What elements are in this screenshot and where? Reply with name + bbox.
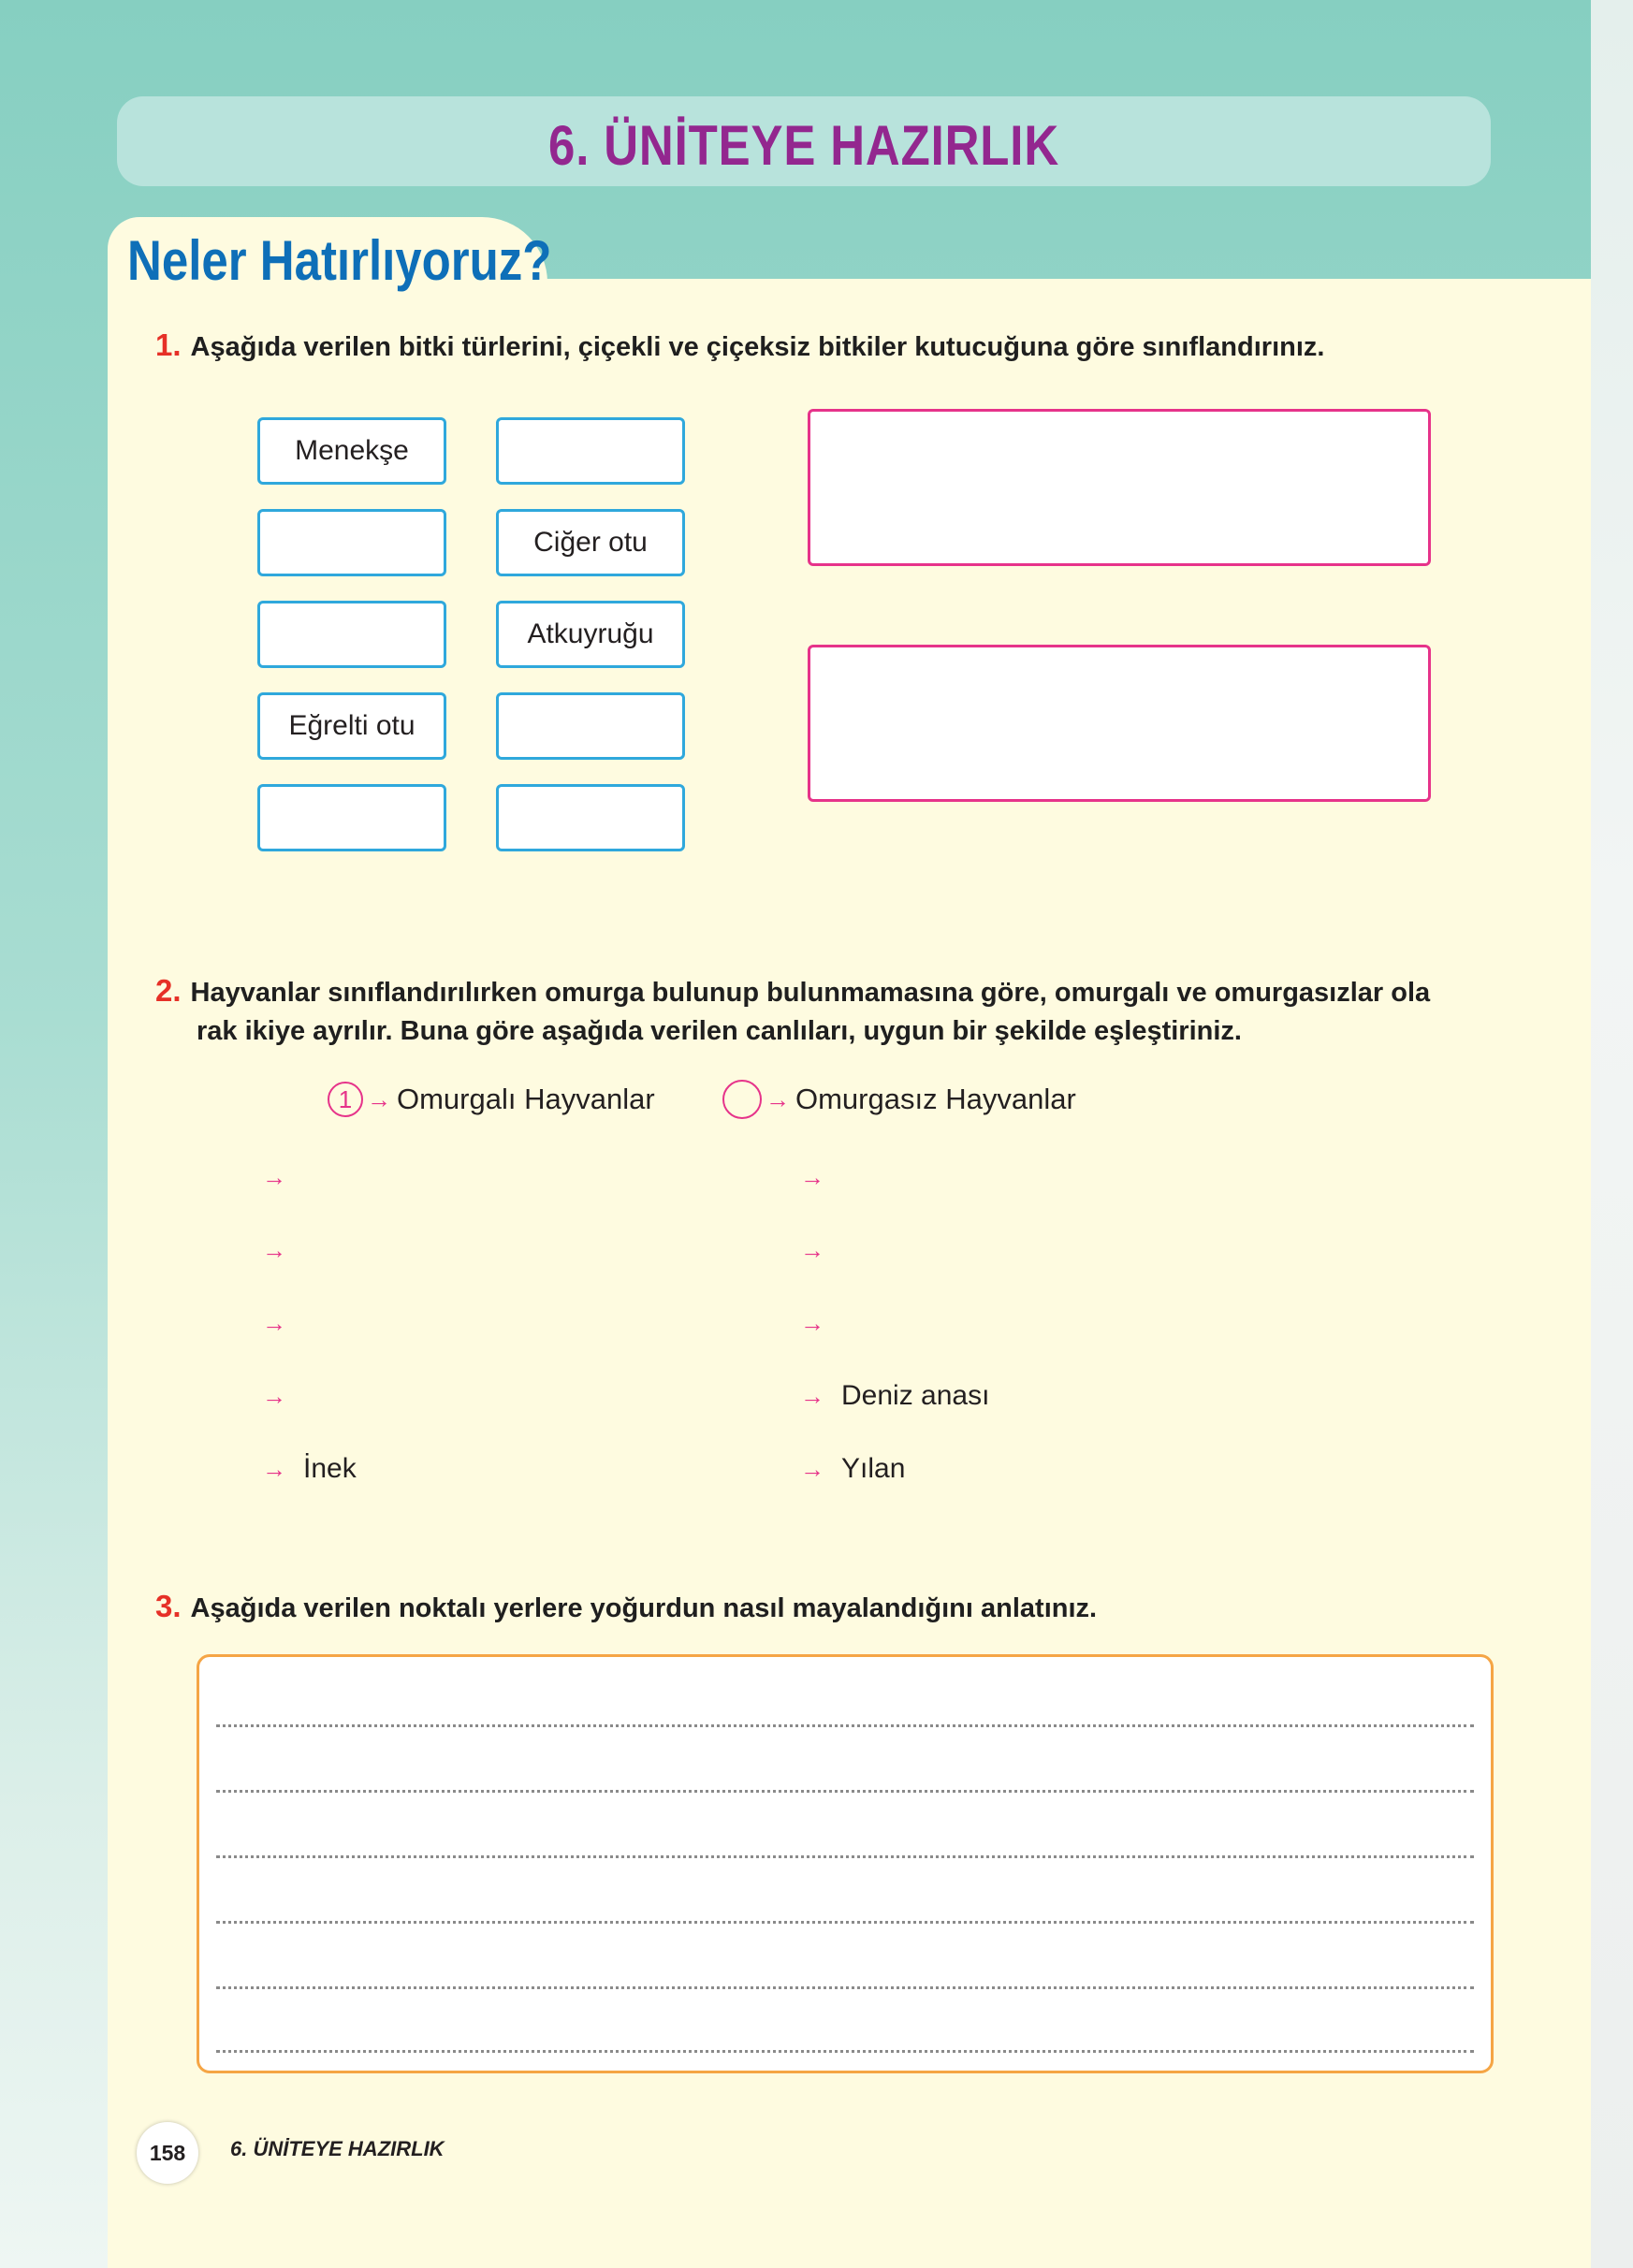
match-row-left-3[interactable]	[262, 1304, 303, 1342]
plant-cell-right-4[interactable]	[496, 692, 685, 760]
arrow-icon: →	[765, 1084, 790, 1113]
vertebrates-header	[328, 1082, 655, 1117]
plant-cell-right-1[interactable]	[496, 417, 685, 485]
question-2-line-2: rak ikiye ayrılır. Buna göre aşağıda verilen canlıları, uygun bir şekilde eşleştiriniz.	[197, 1016, 1242, 1046]
match-item: Yılan	[841, 1453, 906, 1484]
page-title: 6. ÜNİTEYE HAZIRLIK	[547, 114, 1060, 177]
plant-cell-left-4[interactable]: Eğrelti otu	[257, 692, 446, 760]
question-1-text: Aşağıda verilen bitki türlerini, çiçekli ve çiçeksiz bitkiler kutucuğuna göre sınıflandırınız.	[190, 332, 1325, 362]
dotted-line	[216, 1986, 1474, 1989]
match-item: İnek	[303, 1453, 357, 1484]
match-row-left-5[interactable]	[262, 1450, 357, 1488]
match-row-right-1[interactable]	[800, 1158, 841, 1196]
question-2-line-1: Hayvanlar sınıflandırılırken omurga bulunup bulunmamasına göre, omurgalı ve omurgasızlar ola	[190, 978, 1431, 1008]
page-number: 158	[137, 2122, 198, 2184]
match-row-right-3[interactable]	[800, 1304, 841, 1342]
flowerless-plants-box[interactable]	[808, 645, 1431, 802]
question-2-number: 2.	[155, 973, 182, 1008]
plant-cell-left-2[interactable]	[257, 509, 446, 576]
question-1	[155, 327, 1324, 363]
dotted-line	[216, 1921, 1474, 1924]
vertebrates-title: Omurgalı Hayvanlar	[397, 1083, 655, 1115]
arrow-icon: →	[262, 1235, 286, 1264]
arrow-icon: →	[262, 1308, 286, 1337]
answer-box[interactable]	[197, 1654, 1494, 2073]
flowering-plants-box[interactable]	[808, 409, 1431, 566]
plant-cell-left-1[interactable]: Menekşe	[257, 417, 446, 485]
invertebrates-marker[interactable]	[722, 1080, 762, 1119]
arrow-icon: →	[800, 1162, 824, 1191]
match-item: Deniz anası	[841, 1380, 990, 1411]
arrow-icon: →	[800, 1381, 824, 1410]
section-title: Neler Hatırlıyoruz?	[127, 229, 552, 292]
vertebrates-marker: 1	[328, 1082, 363, 1117]
dotted-line	[216, 2050, 1474, 2053]
match-row-right-2[interactable]	[800, 1231, 841, 1269]
plant-cell-right-3[interactable]: Atkuyruğu	[496, 601, 685, 668]
plant-cell-right-2[interactable]: Ciğer otu	[496, 509, 685, 576]
match-row-left-1[interactable]	[262, 1158, 303, 1196]
arrow-icon: →	[800, 1308, 824, 1337]
arrow-icon: →	[262, 1162, 286, 1191]
invertebrates-header	[722, 1080, 1076, 1119]
match-row-right-5[interactable]	[800, 1450, 905, 1488]
question-1-number: 1.	[155, 327, 182, 362]
invertebrates-title: Omurgasız Hayvanlar	[795, 1083, 1076, 1115]
match-row-right-4[interactable]	[800, 1377, 989, 1415]
question-2	[155, 973, 1430, 1009]
dotted-line	[216, 1855, 1474, 1858]
arrow-icon: →	[800, 1454, 824, 1483]
dotted-line	[216, 1790, 1474, 1793]
plant-cell-right-5[interactable]	[496, 784, 685, 851]
arrow-icon: →	[367, 1084, 391, 1113]
question-3	[155, 1589, 1097, 1624]
arrow-icon: →	[262, 1381, 286, 1410]
plant-cell-left-3[interactable]	[257, 601, 446, 668]
plant-cell-left-5[interactable]	[257, 784, 446, 851]
match-row-left-4[interactable]	[262, 1377, 303, 1415]
page-edge	[1591, 0, 1633, 2268]
question-3-text: Aşağıda verilen noktalı yerlere yoğurdun nasıl mayalandığını anlatınız.	[190, 1593, 1098, 1623]
dotted-line	[216, 1724, 1474, 1727]
match-row-left-2[interactable]	[262, 1231, 303, 1269]
footer-title: 6. ÜNİTEYE HAZIRLIK	[230, 2137, 445, 2160]
arrow-icon: →	[800, 1235, 824, 1264]
question-3-number: 3.	[155, 1589, 182, 1623]
header-band	[117, 96, 1491, 186]
arrow-icon: →	[262, 1454, 286, 1483]
